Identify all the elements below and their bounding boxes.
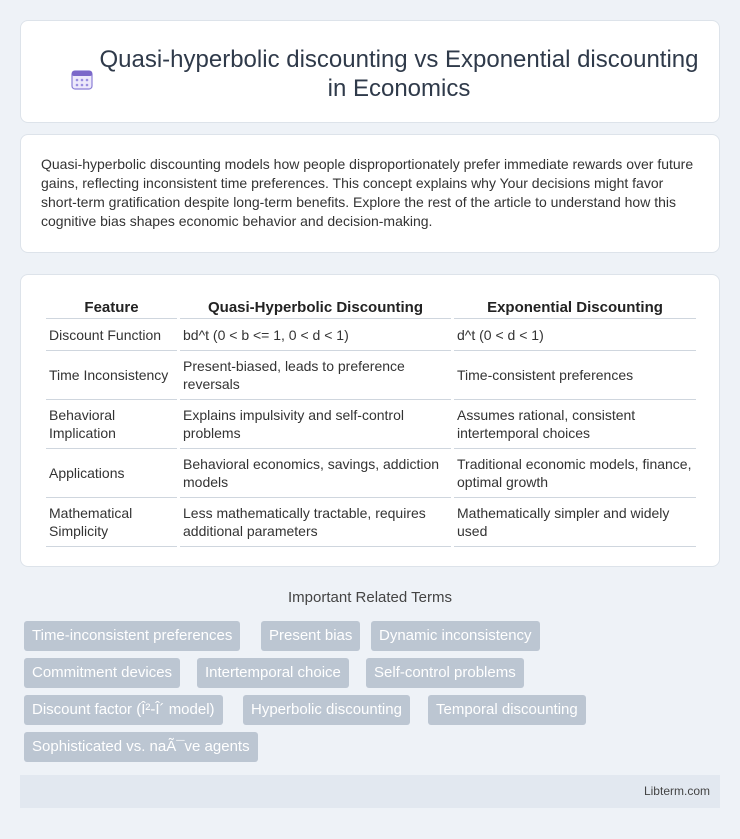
table-cell: Time-consistent preferences: [454, 351, 696, 400]
intro-card: [20, 134, 720, 253]
page-title: Quasi-hyperbolic discounting vs Exponential discounting in Economics: [99, 46, 699, 102]
footer-site-link[interactable]: Libterm.com: [643, 784, 710, 798]
related-tag-hyperbolic-discounting[interactable]: Hyperbolic discounting: [243, 695, 410, 725]
table-cell: d^t (0 < d < 1): [454, 319, 696, 351]
table-cell: Applications: [46, 449, 177, 498]
table-header-row: [46, 297, 696, 319]
table-cell: Time Inconsistency: [46, 351, 177, 400]
table-cell: Discount Function: [46, 319, 177, 351]
related-tag-sophisticated-vs-naive-agents[interactable]: Sophisticated vs. naÃ¯ve agents: [24, 732, 258, 762]
comparison-card: [20, 274, 720, 567]
header-feature: Feature: [46, 297, 177, 319]
related-terms-title: Important Related Terms: [288, 589, 452, 606]
table-cell: Traditional economic models, finance, optimal growth: [454, 449, 696, 498]
related-tag-temporal-discounting[interactable]: Temporal discounting: [428, 695, 586, 725]
comparison-table: [43, 297, 699, 547]
related-tag-commitment-devices[interactable]: Commitment devices: [24, 658, 180, 688]
related-tag-intertemporal-choice[interactable]: Intertemporal choice: [197, 658, 349, 688]
table-row: [46, 351, 696, 400]
table-cell: Explains impulsivity and self-control problems: [180, 400, 451, 449]
calendar-icon: [71, 68, 93, 90]
table-cell: Mathematically simpler and widely used: [454, 498, 696, 547]
table-row: [46, 400, 696, 449]
table-row: [46, 498, 696, 547]
related-tag-discount-factor[interactable]: Discount factor (Î²-Î´ model): [24, 695, 223, 725]
table-cell: bd^t (0 < b <= 1, 0 < d < 1): [180, 319, 451, 351]
related-tag-present-bias[interactable]: Present bias: [261, 621, 360, 651]
table-row: [46, 449, 696, 498]
footer: [20, 775, 720, 808]
related-tag-dynamic-inconsistency[interactable]: Dynamic inconsistency: [371, 621, 540, 651]
table-cell: Present-biased, leads to preference reversals: [180, 351, 451, 400]
intro-paragraph: Quasi-hyperbolic discounting models how people disproportionately prefer immediate rewards over future gains, reflecting inconsistent time preferences. This concept explains why Your decisions might favor short-term gratification despite long-term benefits. Explore the rest of the article to understand how this cognitive bias shapes economic behavior and decision-making.: [41, 156, 694, 229]
table-cell: Mathematical Simplicity: [46, 498, 177, 547]
header-quasi-hyperbolic: Quasi-Hyperbolic Discounting: [180, 297, 451, 319]
table-cell: Behavioral Implication: [46, 400, 177, 449]
table-cell: Assumes rational, consistent intertemporal choices: [454, 400, 696, 449]
related-tag-self-control-problems[interactable]: Self-control problems: [366, 658, 524, 688]
header-exponential: Exponential Discounting: [454, 297, 696, 319]
table-cell: Less mathematically tractable, requires additional parameters: [180, 498, 451, 547]
table-cell: Behavioral economics, savings, addiction models: [180, 449, 451, 498]
related-tag-time-inconsistent-preferences[interactable]: Time-inconsistent preferences: [24, 621, 240, 651]
title-card: [20, 20, 720, 123]
table-row: [46, 319, 696, 351]
